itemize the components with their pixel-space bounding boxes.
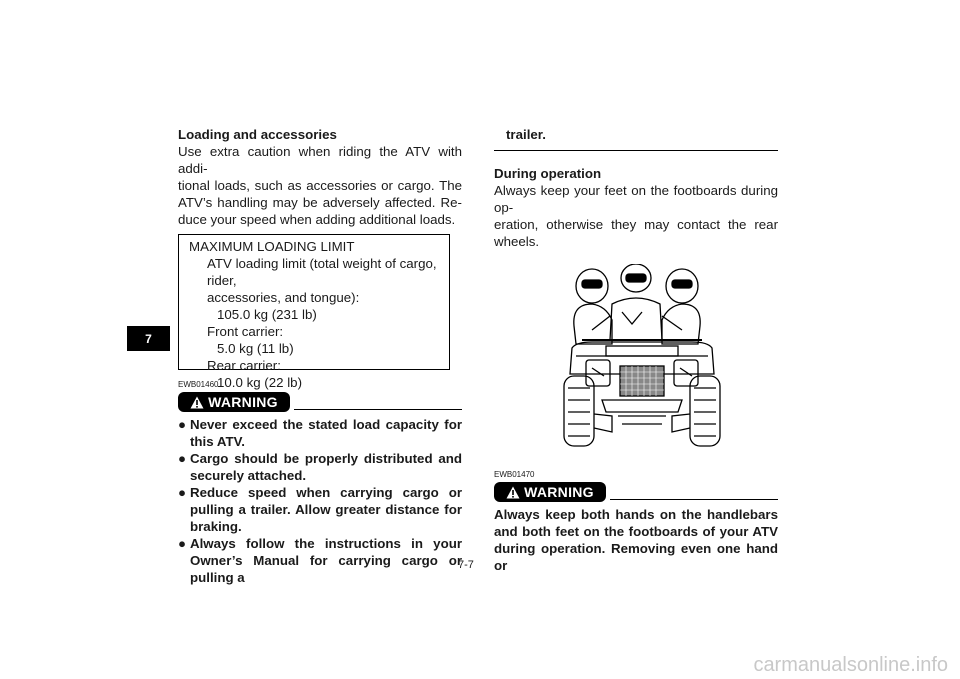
list-item: ● Never exceed the stated load capacity for this ATV. <box>178 417 462 449</box>
warning-label: WARNING <box>208 393 278 410</box>
warning-header <box>494 482 778 502</box>
bullet-icon: ● <box>178 485 187 500</box>
front-carrier-label: Front carrier: <box>207 324 284 339</box>
rear-carrier-value: 10.0 kg (22 lb) <box>217 375 303 390</box>
warning-triangle-icon <box>190 396 204 409</box>
limit-title: MAXIMUM LOADING LIMIT <box>189 239 355 254</box>
warning-rule <box>294 409 462 410</box>
right-column <box>494 126 778 574</box>
list-item: ● Cargo should be properly distributed and securely attached. <box>178 451 462 483</box>
watermark: carmanualsonline.info <box>753 654 948 676</box>
warning-line: Always keep both hands on the handlebars <box>494 507 778 522</box>
warning-triangle-icon <box>506 486 520 499</box>
page-number: 7-7 <box>458 559 474 571</box>
warning-line: during operation. Removing even one hand or <box>494 541 778 573</box>
continued-text: trailer. <box>506 127 546 142</box>
warning-rule <box>610 499 778 500</box>
limit-line: accessories, and tongue): <box>207 290 360 305</box>
rider-helmet-center <box>621 264 651 292</box>
left-column <box>178 126 462 586</box>
list-item: ● Reduce speed when carrying cargo or pulling a trailer. Allow greater distance for braking. <box>178 485 462 534</box>
bullet-icon: ● <box>178 417 187 432</box>
operation-paragraph <box>494 182 778 250</box>
intro-line: Use extra caution when riding the ATV with addi- <box>178 144 462 176</box>
warning-code: EWB01460 <box>178 380 219 389</box>
chapter-tab: 7 <box>127 326 170 351</box>
section-heading-operation: During operation <box>494 166 602 181</box>
body-line: eration, otherwise they may contact the rear <box>494 217 778 232</box>
warning-header <box>178 392 462 412</box>
bullet-icon: ● <box>178 451 187 466</box>
section-heading-loading: Loading and accessories <box>178 127 337 142</box>
atv-riders-illustration <box>562 264 722 464</box>
front-carrier-value: 5.0 kg (11 lb) <box>217 341 294 356</box>
limit-value-total: 105.0 kg (231 lb) <box>217 307 317 322</box>
intro-line: ATV’s handling may be adversely affected. Re- <box>178 195 462 210</box>
warning-line: and both feet on the footboards of your ATV <box>494 524 778 539</box>
continued-rule <box>494 150 778 151</box>
body-line: wheels. <box>494 234 540 249</box>
body-line: Always keep your feet on the footboards during op- <box>494 183 778 215</box>
bullet-icon: ● <box>178 536 187 551</box>
warning-label: WARNING <box>524 483 594 500</box>
warning-text <box>494 506 778 574</box>
warning-badge <box>178 392 290 412</box>
intro-line: tional loads, such as accessories or cargo. The <box>178 178 462 193</box>
intro-line: duce your speed when adding additional loads. <box>178 212 456 227</box>
limit-line: ATV loading limit (total weight of cargo, rider, <box>207 256 437 288</box>
warning-bullets <box>178 416 462 586</box>
list-item: ● Always follow the instructions in your Owner’s Manual for carrying cargo or pulling a <box>178 536 462 585</box>
rear-carrier-label: Rear carrier: <box>207 358 281 373</box>
rider-helmet-right <box>666 269 698 303</box>
rider-helmet-left <box>576 269 608 303</box>
warning-code: EWB01470 <box>494 470 535 479</box>
intro-paragraph <box>178 143 462 228</box>
warning-badge <box>494 482 606 502</box>
